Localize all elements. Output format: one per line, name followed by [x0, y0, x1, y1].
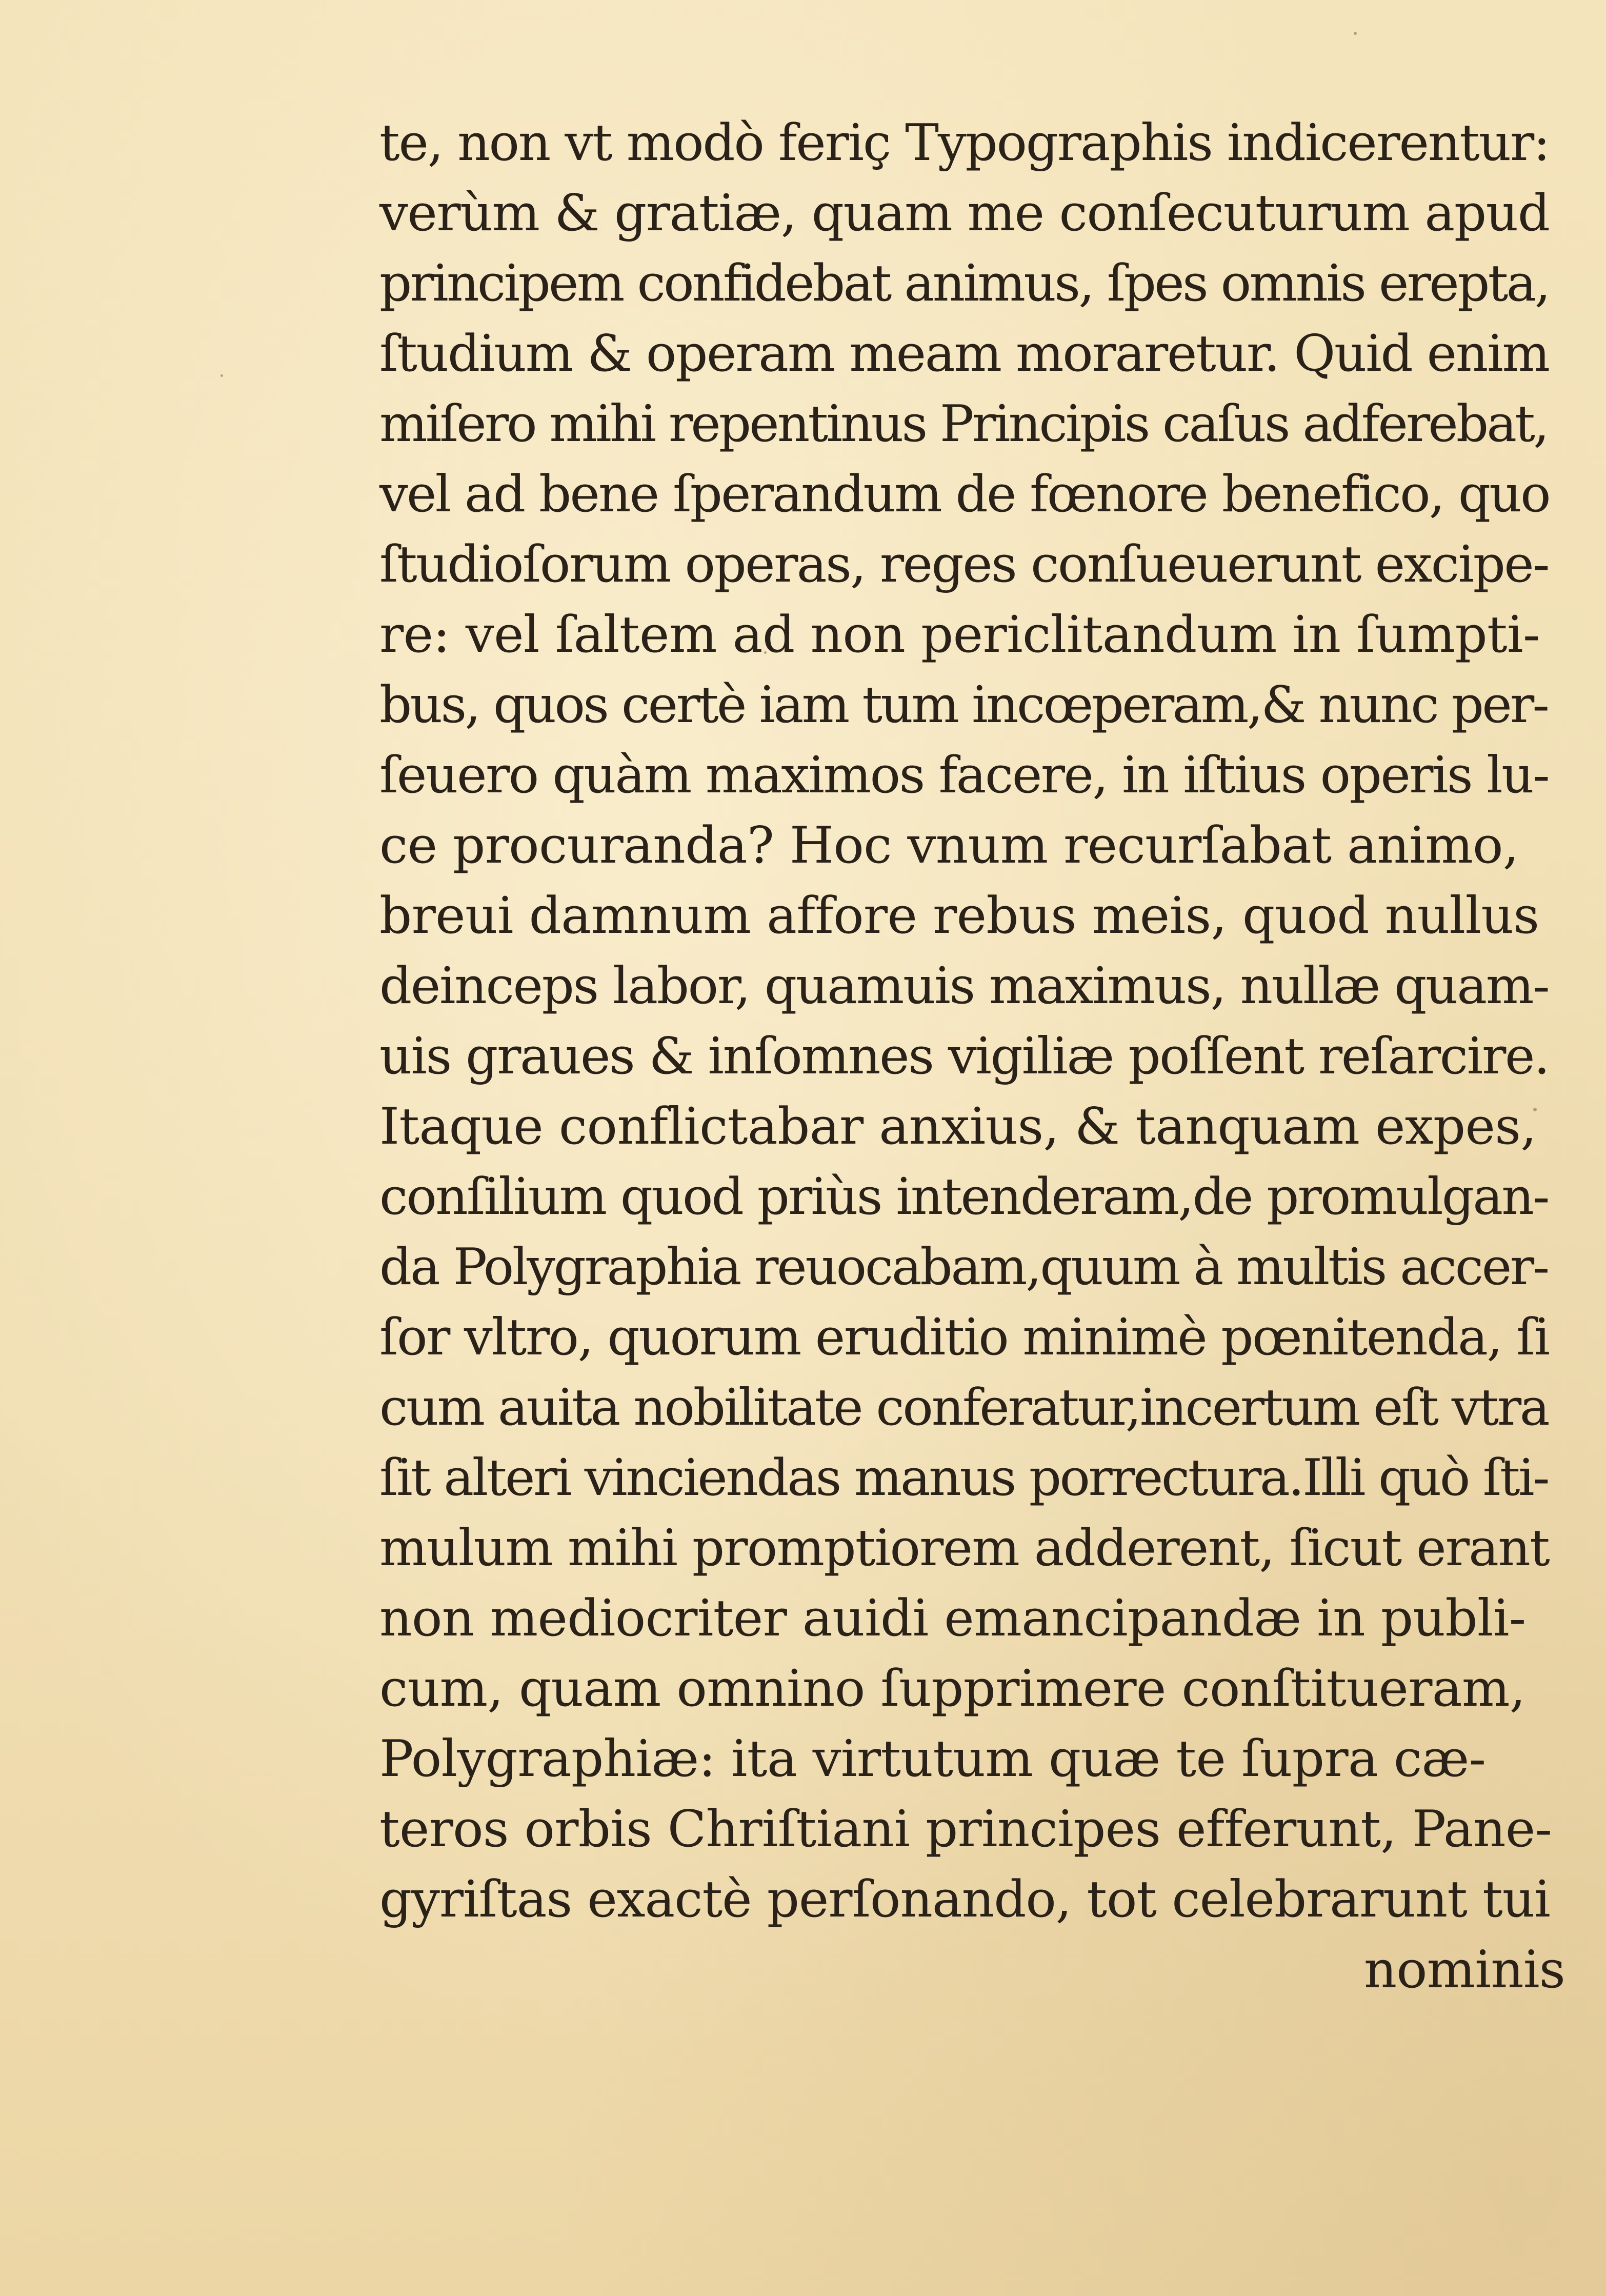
text-line-22: non mediocriter auidi emancipandæ in publi-	[379, 1589, 1526, 1648]
text-line-5: miſero mihi repentinus Principis caſus adferebat,	[379, 394, 1548, 453]
text-line-21: mulum mihi promptiorem adderent, ſicut erant	[379, 1519, 1550, 1578]
text-line-23: cum, quam omnino ſupprimere conſtitueram,	[379, 1659, 1525, 1718]
text-line-7: ſtudioſorum operas, reges conſueuerunt excipe-	[379, 535, 1549, 594]
text-line-3: principem confidebat animus, ſpes omnis erepta,	[379, 254, 1549, 313]
text-line-15: Itaque conflictabar anxius, & tanquam expes,	[379, 1097, 1537, 1156]
catchword: nominis	[1363, 1940, 1565, 2000]
text-line-8: re: vel ſaltem ad non periclitandum in ſumpti-	[379, 605, 1540, 664]
text-line-26: gyriſtas exactè perſonando, tot celebrarunt tui	[379, 1870, 1550, 1929]
text-line-6: vel ad bene ſperandum de fœnore benefico, quo	[379, 465, 1550, 524]
text-line-13: deinceps labor, quamuis maximus, nullæ quam-	[379, 956, 1549, 1015]
paper-speck	[1354, 32, 1357, 35]
text-line-14: uis graues & inſomnes vigiliæ poſſent reſarcire.	[379, 1027, 1549, 1086]
body-text	[379, 108, 1579, 2005]
text-line-9: bus, quos certè iam tum incœperam,& nunc per-	[379, 675, 1548, 734]
text-line-20: ſit alteri vinciendas manus porrectura.Illi quò ſti-	[379, 1448, 1549, 1507]
text-line-25: teros orbis Chriſtiani principes efferunt, Pane-	[379, 1800, 1552, 1859]
text-line-16: conſilium quod priùs intenderam,de promulgan-	[379, 1167, 1549, 1226]
text-line-11: ce procuranda? Hoc vnum recurſabat animo,	[379, 816, 1519, 875]
text-line-10: ſeuero quàm maximos facere, in iſtius operis lu-	[379, 746, 1549, 805]
paper-speck	[220, 374, 223, 377]
text-line-18: ſor vltro, quorum eruditio minimè pœnitenda, ſi	[379, 1308, 1549, 1367]
text-line-17: da Polygraphia reuocabam,quum à multis accer-	[379, 1237, 1548, 1296]
text-line-1: te, non vt modò feriç Typographis indicerentur:	[379, 113, 1550, 172]
text-line-24: Polygraphiæ: ita virtutum quæ te ſupra cæ-	[379, 1729, 1486, 1788]
text-line-4: ſtudium & operam meam moraretur. Quid enim	[379, 324, 1549, 383]
text-line-19: cum auita nobilitate conferatur,incertum eſt vtra	[379, 1378, 1549, 1437]
text-line-2: verùm & gratiæ, quam me conſecuturum apud	[379, 184, 1550, 243]
text-line-12: breui damnum affore rebus meis, quod nullus	[379, 886, 1539, 945]
